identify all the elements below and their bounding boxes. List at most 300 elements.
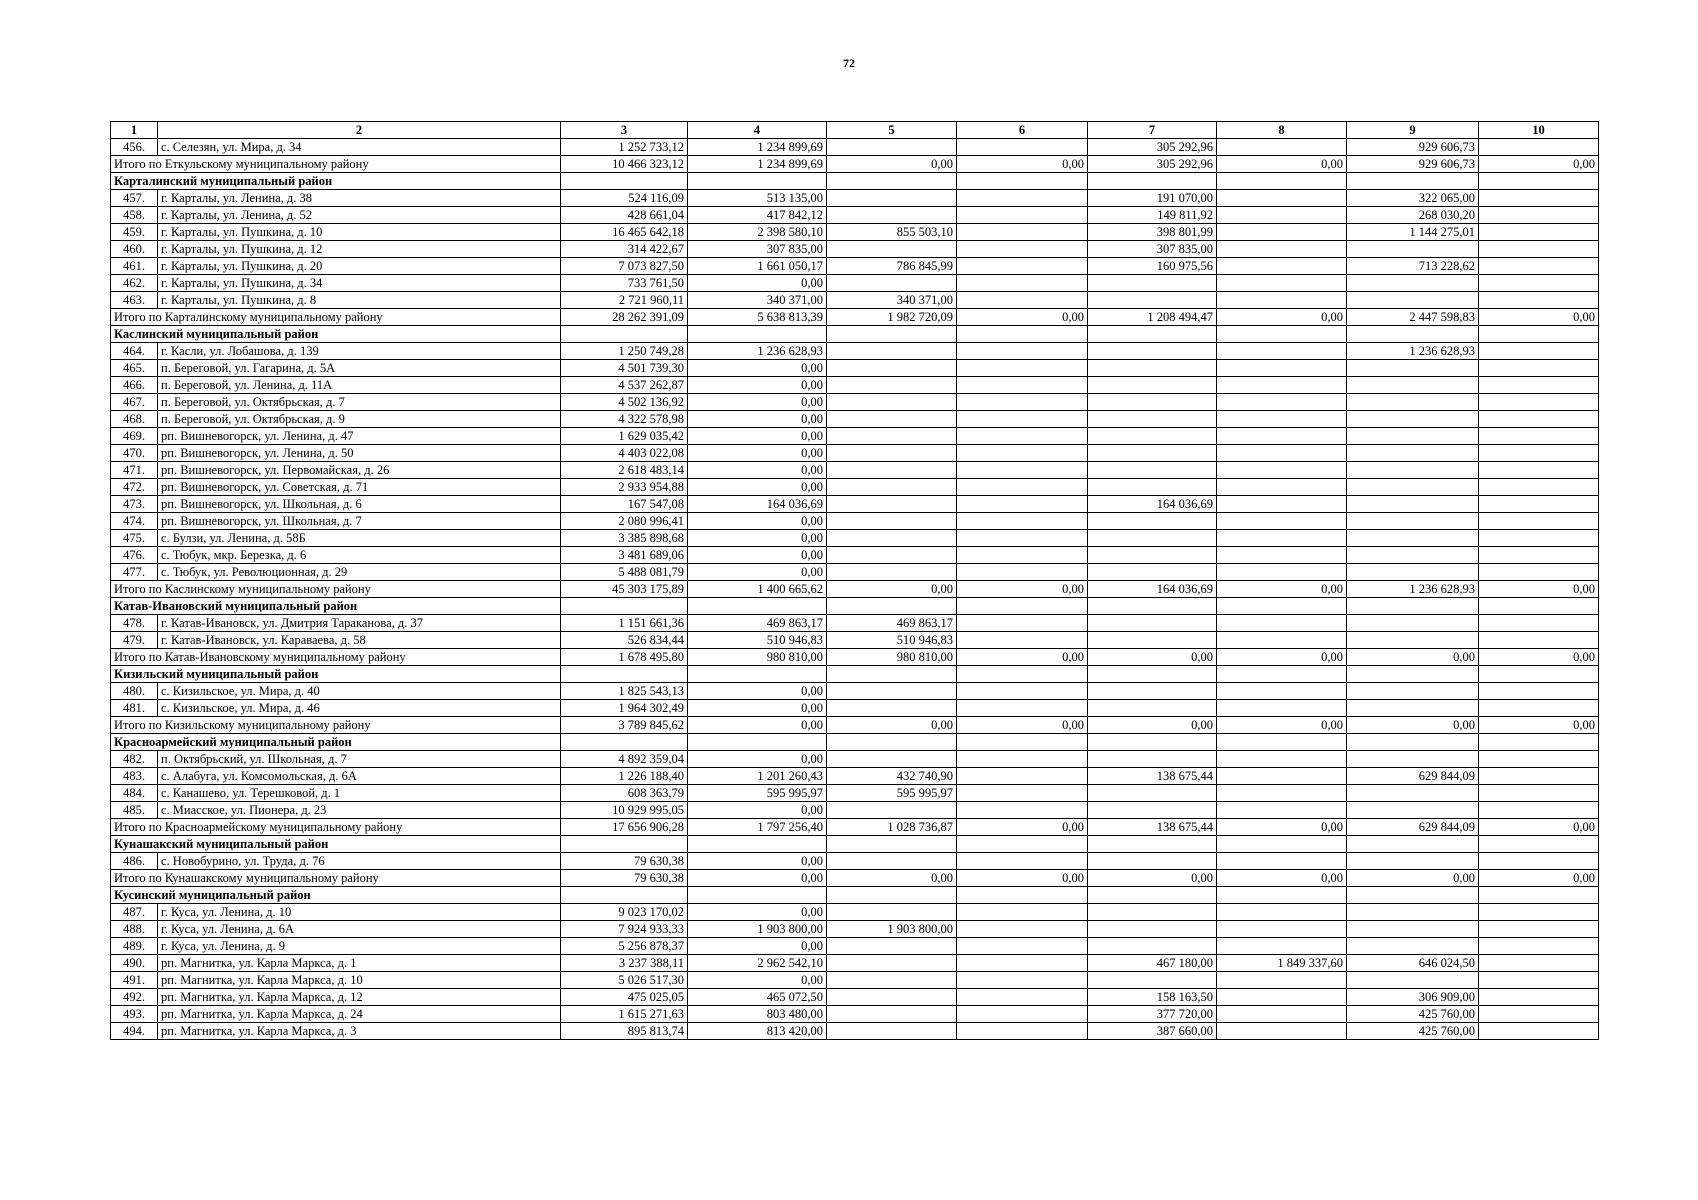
total-label-cell: Итого по Карталинскому муниципальному району — [111, 309, 561, 326]
value-cell-6 — [957, 343, 1088, 360]
value-cell-10 — [1479, 292, 1599, 309]
value-cell-9: 425 760,00 — [1347, 1006, 1479, 1023]
value-cell-3: 1 964 302,49 — [561, 700, 688, 717]
value-cell-6 — [957, 428, 1088, 445]
value-cell-4: 513 135,00 — [688, 190, 827, 207]
table-row — [111, 972, 1599, 989]
total-row — [111, 581, 1599, 598]
row-number-cell: 492. — [111, 989, 158, 1006]
value-cell-3: 9 023 170,02 — [561, 904, 688, 921]
total-value-cell-5: 0,00 — [827, 717, 957, 734]
total-value-cell-9: 929 606,73 — [1347, 156, 1479, 173]
section-header-row — [111, 326, 1599, 343]
table-row — [111, 785, 1599, 802]
section-header-row — [111, 836, 1599, 853]
table-row — [111, 394, 1599, 411]
total-value-cell-6: 0,00 — [957, 581, 1088, 598]
value-cell-7: 138 675,44 — [1088, 768, 1217, 785]
value-cell-8 — [1217, 785, 1347, 802]
value-cell-10 — [1479, 1006, 1599, 1023]
value-cell-10 — [1479, 921, 1599, 938]
value-cell-6 — [957, 785, 1088, 802]
empty-cell — [957, 734, 1088, 751]
value-cell-4: 1 234 899,69 — [688, 139, 827, 156]
value-cell-10 — [1479, 530, 1599, 547]
empty-cell — [1217, 836, 1347, 853]
value-cell-9 — [1347, 360, 1479, 377]
empty-cell — [957, 326, 1088, 343]
total-value-cell-8: 0,00 — [1217, 581, 1347, 598]
total-value-cell-9: 629 844,09 — [1347, 819, 1479, 836]
total-label-cell: Итого по Кизильскому муниципальному району — [111, 717, 561, 734]
header-cell: 5 — [827, 122, 957, 139]
empty-cell — [1347, 836, 1479, 853]
value-cell-8 — [1217, 462, 1347, 479]
value-cell-6 — [957, 462, 1088, 479]
value-cell-4: 2 962 542,10 — [688, 955, 827, 972]
value-cell-5 — [827, 683, 957, 700]
value-cell-8 — [1217, 547, 1347, 564]
row-number-cell: 462. — [111, 275, 158, 292]
value-cell-3: 895 813,74 — [561, 1023, 688, 1040]
empty-cell — [1347, 326, 1479, 343]
total-value-cell-10: 0,00 — [1479, 156, 1599, 173]
value-cell-5 — [827, 955, 957, 972]
row-number-cell: 471. — [111, 462, 158, 479]
total-row — [111, 870, 1599, 887]
table-row — [111, 292, 1599, 309]
address-cell: г. Касли, ул. Лобашова, д. 139 — [158, 343, 561, 360]
table-row — [111, 241, 1599, 258]
value-cell-8 — [1217, 241, 1347, 258]
row-number-cell: 482. — [111, 751, 158, 768]
page-number: 72 — [843, 56, 855, 70]
address-cell: г. Карталы, ул. Пушкина, д. 12 — [158, 241, 561, 258]
value-cell-10 — [1479, 479, 1599, 496]
table-row — [111, 904, 1599, 921]
total-value-cell-5: 0,00 — [827, 870, 957, 887]
value-cell-10 — [1479, 258, 1599, 275]
address-cell: п. Береговой, ул. Октябрьская, д. 7 — [158, 394, 561, 411]
empty-cell — [1217, 173, 1347, 190]
total-row — [111, 649, 1599, 666]
row-number-cell: 461. — [111, 258, 158, 275]
value-cell-8 — [1217, 292, 1347, 309]
table-row — [111, 411, 1599, 428]
address-cell: с. Тюбук, мкр. Березка, д. 6 — [158, 547, 561, 564]
empty-cell — [561, 326, 688, 343]
row-number-cell: 469. — [111, 428, 158, 445]
empty-cell — [957, 836, 1088, 853]
empty-cell — [1088, 326, 1217, 343]
value-cell-7: 158 163,50 — [1088, 989, 1217, 1006]
row-number-cell: 494. — [111, 1023, 158, 1040]
value-cell-6 — [957, 224, 1088, 241]
value-cell-7 — [1088, 377, 1217, 394]
value-cell-7: 305 292,96 — [1088, 139, 1217, 156]
value-cell-6 — [957, 445, 1088, 462]
empty-cell — [561, 887, 688, 904]
value-cell-4: 0,00 — [688, 445, 827, 462]
value-cell-9 — [1347, 275, 1479, 292]
value-cell-9 — [1347, 513, 1479, 530]
value-cell-5 — [827, 360, 957, 377]
value-cell-5 — [827, 411, 957, 428]
value-cell-4: 0,00 — [688, 513, 827, 530]
value-cell-7 — [1088, 428, 1217, 445]
value-cell-3: 2 618 483,14 — [561, 462, 688, 479]
value-cell-4: 0,00 — [688, 683, 827, 700]
empty-cell — [1347, 598, 1479, 615]
value-cell-3: 4 892 359,04 — [561, 751, 688, 768]
value-cell-4: 510 946,83 — [688, 632, 827, 649]
total-value-cell-10: 0,00 — [1479, 870, 1599, 887]
value-cell-7: 164 036,69 — [1088, 496, 1217, 513]
row-number-cell: 481. — [111, 700, 158, 717]
value-cell-3: 1 250 749,28 — [561, 343, 688, 360]
section-header-row — [111, 666, 1599, 683]
value-cell-10 — [1479, 768, 1599, 785]
value-cell-10 — [1479, 700, 1599, 717]
table-row — [111, 802, 1599, 819]
total-value-cell-8: 0,00 — [1217, 309, 1347, 326]
address-cell: г. Карталы, ул. Пушкина, д. 8 — [158, 292, 561, 309]
value-cell-7: 398 801,99 — [1088, 224, 1217, 241]
value-cell-6 — [957, 921, 1088, 938]
empty-cell — [827, 326, 957, 343]
total-value-cell-5: 1 982 720,09 — [827, 309, 957, 326]
value-cell-10 — [1479, 564, 1599, 581]
value-cell-7 — [1088, 360, 1217, 377]
value-cell-3: 2 933 954,88 — [561, 479, 688, 496]
value-cell-7: 387 660,00 — [1088, 1023, 1217, 1040]
address-cell: г. Куса, ул. Ленина, д. 6А — [158, 921, 561, 938]
total-value-cell-8: 0,00 — [1217, 649, 1347, 666]
value-cell-4: 0,00 — [688, 700, 827, 717]
section-header-row — [111, 887, 1599, 904]
table-row — [111, 921, 1599, 938]
total-value-cell-4: 5 638 813,39 — [688, 309, 827, 326]
value-cell-7 — [1088, 275, 1217, 292]
empty-cell — [957, 887, 1088, 904]
empty-cell — [827, 887, 957, 904]
value-cell-6 — [957, 904, 1088, 921]
empty-cell — [688, 666, 827, 683]
total-value-cell-10: 0,00 — [1479, 649, 1599, 666]
total-row — [111, 156, 1599, 173]
total-value-cell-6: 0,00 — [957, 717, 1088, 734]
value-cell-3: 2 721 960,11 — [561, 292, 688, 309]
value-cell-3: 4 403 022,08 — [561, 445, 688, 462]
row-number-cell: 463. — [111, 292, 158, 309]
empty-cell — [957, 666, 1088, 683]
value-cell-5: 855 503,10 — [827, 224, 957, 241]
value-cell-9 — [1347, 377, 1479, 394]
total-value-cell-5: 0,00 — [827, 156, 957, 173]
value-cell-7 — [1088, 547, 1217, 564]
value-cell-9 — [1347, 428, 1479, 445]
value-cell-6 — [957, 1006, 1088, 1023]
total-value-cell-9: 0,00 — [1347, 649, 1479, 666]
value-cell-10 — [1479, 224, 1599, 241]
value-cell-4: 2 398 580,10 — [688, 224, 827, 241]
header-cell: 10 — [1479, 122, 1599, 139]
value-cell-4: 0,00 — [688, 547, 827, 564]
value-cell-5: 786 845,99 — [827, 258, 957, 275]
address-cell: п. Береговой, ул. Гагарина, д. 5А — [158, 360, 561, 377]
value-cell-5 — [827, 241, 957, 258]
value-cell-10 — [1479, 394, 1599, 411]
value-cell-4: 307 835,00 — [688, 241, 827, 258]
empty-cell — [827, 836, 957, 853]
value-cell-5 — [827, 547, 957, 564]
value-cell-6 — [957, 207, 1088, 224]
value-cell-6 — [957, 853, 1088, 870]
total-value-cell-7: 0,00 — [1088, 649, 1217, 666]
value-cell-9 — [1347, 683, 1479, 700]
value-cell-8 — [1217, 802, 1347, 819]
value-cell-7 — [1088, 751, 1217, 768]
table-row — [111, 462, 1599, 479]
value-cell-7: 467 180,00 — [1088, 955, 1217, 972]
value-cell-4: 1 903 800,00 — [688, 921, 827, 938]
table-row — [111, 989, 1599, 1006]
value-cell-10 — [1479, 547, 1599, 564]
address-cell: г. Карталы, ул. Пушкина, д. 20 — [158, 258, 561, 275]
value-cell-4: 469 863,17 — [688, 615, 827, 632]
row-number-cell: 464. — [111, 343, 158, 360]
value-cell-8 — [1217, 1023, 1347, 1040]
empty-cell — [688, 887, 827, 904]
value-cell-4: 417 842,12 — [688, 207, 827, 224]
value-cell-10 — [1479, 445, 1599, 462]
total-value-cell-10: 0,00 — [1479, 819, 1599, 836]
value-cell-10 — [1479, 751, 1599, 768]
value-cell-9 — [1347, 785, 1479, 802]
value-cell-6 — [957, 479, 1088, 496]
value-cell-5 — [827, 904, 957, 921]
value-cell-7: 377 720,00 — [1088, 1006, 1217, 1023]
value-cell-8 — [1217, 683, 1347, 700]
total-value-cell-9: 1 236 628,93 — [1347, 581, 1479, 598]
value-cell-5 — [827, 1006, 957, 1023]
address-cell: рп. Вишневогорск, ул. Школьная, д. 7 — [158, 513, 561, 530]
total-value-cell-9: 0,00 — [1347, 870, 1479, 887]
value-cell-5: 432 740,90 — [827, 768, 957, 785]
total-value-cell-3: 17 656 906,28 — [561, 819, 688, 836]
row-number-cell: 488. — [111, 921, 158, 938]
total-value-cell-7: 138 675,44 — [1088, 819, 1217, 836]
header-cell: 7 — [1088, 122, 1217, 139]
value-cell-10 — [1479, 360, 1599, 377]
value-cell-10 — [1479, 615, 1599, 632]
empty-cell — [1479, 598, 1599, 615]
value-cell-3: 733 761,50 — [561, 275, 688, 292]
value-cell-6 — [957, 989, 1088, 1006]
row-number-cell: 493. — [111, 1006, 158, 1023]
value-cell-3: 608 363,79 — [561, 785, 688, 802]
address-cell: с. Новобурино, ул. Труда, д. 76 — [158, 853, 561, 870]
value-cell-6 — [957, 615, 1088, 632]
value-cell-9 — [1347, 462, 1479, 479]
empty-cell — [1479, 666, 1599, 683]
table-row — [111, 377, 1599, 394]
row-number-cell: 459. — [111, 224, 158, 241]
address-cell: г. Карталы, ул. Пушкина, д. 34 — [158, 275, 561, 292]
value-cell-8 — [1217, 513, 1347, 530]
value-cell-7 — [1088, 530, 1217, 547]
empty-cell — [1217, 887, 1347, 904]
value-cell-8 — [1217, 190, 1347, 207]
value-cell-6 — [957, 547, 1088, 564]
value-cell-3: 5 026 517,30 — [561, 972, 688, 989]
value-cell-3: 428 661,04 — [561, 207, 688, 224]
empty-cell — [1347, 173, 1479, 190]
empty-cell — [561, 173, 688, 190]
value-cell-4: 803 480,00 — [688, 1006, 827, 1023]
value-cell-10 — [1479, 462, 1599, 479]
value-cell-8: 1 849 337,60 — [1217, 955, 1347, 972]
empty-cell — [1479, 836, 1599, 853]
value-cell-5 — [827, 445, 957, 462]
value-cell-8 — [1217, 530, 1347, 547]
value-cell-6 — [957, 1023, 1088, 1040]
row-number-cell: 491. — [111, 972, 158, 989]
total-value-cell-4: 1 234 899,69 — [688, 156, 827, 173]
row-number-cell: 467. — [111, 394, 158, 411]
value-cell-7 — [1088, 445, 1217, 462]
value-cell-9: 306 909,00 — [1347, 989, 1479, 1006]
value-cell-9: 646 024,50 — [1347, 955, 1479, 972]
value-cell-6 — [957, 377, 1088, 394]
value-cell-4: 340 371,00 — [688, 292, 827, 309]
value-cell-3: 4 501 739,30 — [561, 360, 688, 377]
value-cell-8 — [1217, 258, 1347, 275]
total-value-cell-7: 0,00 — [1088, 870, 1217, 887]
value-cell-9: 713 228,62 — [1347, 258, 1479, 275]
table-row — [111, 445, 1599, 462]
header-cell: 8 — [1217, 122, 1347, 139]
row-number-cell: 483. — [111, 768, 158, 785]
value-cell-8 — [1217, 904, 1347, 921]
value-cell-5: 469 863,17 — [827, 615, 957, 632]
value-cell-9: 1 144 275,01 — [1347, 224, 1479, 241]
value-cell-5 — [827, 479, 957, 496]
row-number-cell: 475. — [111, 530, 158, 547]
value-cell-3: 3 481 689,06 — [561, 547, 688, 564]
value-cell-5 — [827, 1023, 957, 1040]
section-title-cell: Катав-Ивановский муниципальный район — [111, 598, 561, 615]
row-number-cell: 457. — [111, 190, 158, 207]
value-cell-5 — [827, 496, 957, 513]
total-value-cell-10: 0,00 — [1479, 581, 1599, 598]
value-cell-8 — [1217, 343, 1347, 360]
value-cell-7 — [1088, 343, 1217, 360]
value-cell-5 — [827, 513, 957, 530]
address-cell: г. Куса, ул. Ленина, д. 10 — [158, 904, 561, 921]
address-cell: г. Карталы, ул. Ленина, д. 38 — [158, 190, 561, 207]
empty-cell — [957, 173, 1088, 190]
value-cell-6 — [957, 751, 1088, 768]
value-cell-9 — [1347, 564, 1479, 581]
empty-cell — [1088, 836, 1217, 853]
row-number-cell: 479. — [111, 632, 158, 649]
row-number-cell: 473. — [111, 496, 158, 513]
value-cell-5: 510 946,83 — [827, 632, 957, 649]
value-cell-9: 929 606,73 — [1347, 139, 1479, 156]
table-row — [111, 190, 1599, 207]
value-cell-3: 3 237 388,11 — [561, 955, 688, 972]
value-cell-6 — [957, 139, 1088, 156]
value-cell-9 — [1347, 479, 1479, 496]
empty-cell — [1479, 173, 1599, 190]
section-header-row — [111, 173, 1599, 190]
total-value-cell-4: 0,00 — [688, 717, 827, 734]
value-cell-10 — [1479, 343, 1599, 360]
empty-cell — [688, 598, 827, 615]
value-cell-7 — [1088, 462, 1217, 479]
address-cell: рп. Вишневогорск, ул. Ленина, д. 50 — [158, 445, 561, 462]
value-cell-9: 425 760,00 — [1347, 1023, 1479, 1040]
value-cell-9 — [1347, 938, 1479, 955]
total-label-cell: Итого по Катав-Ивановскому муниципальному району — [111, 649, 561, 666]
value-cell-9 — [1347, 904, 1479, 921]
table-row — [111, 139, 1599, 156]
section-header-row — [111, 734, 1599, 751]
value-cell-10 — [1479, 377, 1599, 394]
value-cell-5 — [827, 428, 957, 445]
value-cell-6 — [957, 394, 1088, 411]
row-number-cell: 484. — [111, 785, 158, 802]
address-cell: г. Карталы, ул. Пушкина, д. 10 — [158, 224, 561, 241]
value-cell-6 — [957, 241, 1088, 258]
value-cell-10 — [1479, 989, 1599, 1006]
value-cell-7 — [1088, 564, 1217, 581]
total-value-cell-4: 980 810,00 — [688, 649, 827, 666]
value-cell-3: 167 547,08 — [561, 496, 688, 513]
address-cell: с. Селезян, ул. Мира, д. 34 — [158, 139, 561, 156]
total-value-cell-5: 0,00 — [827, 581, 957, 598]
total-row — [111, 309, 1599, 326]
address-cell: с. Канашево, ул. Терешковой, д. 1 — [158, 785, 561, 802]
empty-cell — [1088, 598, 1217, 615]
empty-cell — [1088, 666, 1217, 683]
value-cell-5 — [827, 751, 957, 768]
value-cell-5 — [827, 207, 957, 224]
table-row — [111, 479, 1599, 496]
value-cell-7 — [1088, 938, 1217, 955]
value-cell-4: 0,00 — [688, 479, 827, 496]
value-cell-5 — [827, 972, 957, 989]
value-cell-5 — [827, 394, 957, 411]
value-cell-3: 524 116,09 — [561, 190, 688, 207]
empty-cell — [688, 326, 827, 343]
value-cell-3: 1 629 035,42 — [561, 428, 688, 445]
value-cell-8 — [1217, 377, 1347, 394]
value-cell-6 — [957, 768, 1088, 785]
value-cell-10 — [1479, 139, 1599, 156]
value-cell-7 — [1088, 479, 1217, 496]
value-cell-8 — [1217, 972, 1347, 989]
value-cell-4: 1 661 050,17 — [688, 258, 827, 275]
section-title-cell: Карталинский муниципальный район — [111, 173, 561, 190]
total-value-cell-4: 1 400 665,62 — [688, 581, 827, 598]
empty-cell — [1088, 173, 1217, 190]
total-value-cell-4: 1 797 256,40 — [688, 819, 827, 836]
value-cell-7 — [1088, 513, 1217, 530]
row-number-cell: 476. — [111, 547, 158, 564]
table-row — [111, 751, 1599, 768]
